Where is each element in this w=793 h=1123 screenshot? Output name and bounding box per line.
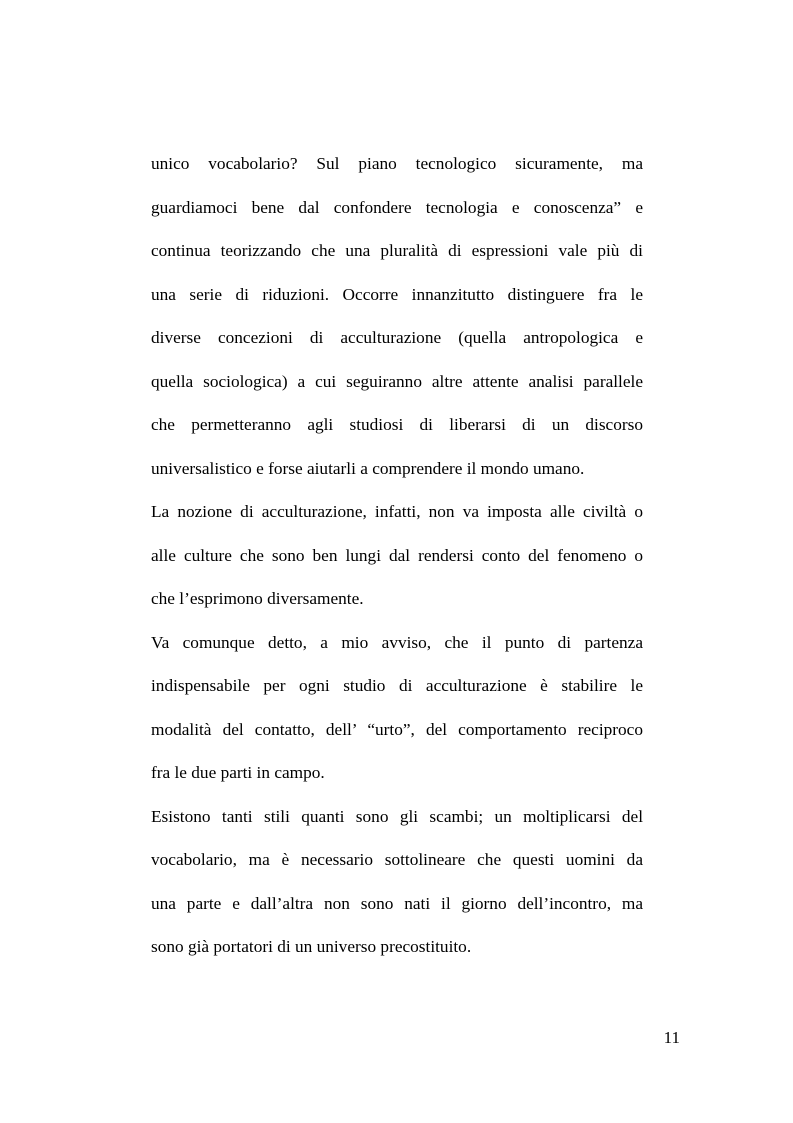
text-line: alle culture che sono ben lungi dal rendersi conto del fenomeno o <box>151 545 643 565</box>
text-line: La nozione di acculturazione, infatti, non va imposta alle civiltà o <box>151 502 643 521</box>
text-line: Va comunque detto, a mio avviso, che il punto di partenza <box>151 632 643 652</box>
body-text <box>151 146 643 973</box>
text-line: quella sociologica) a cui seguiranno altre attente analisi parallele <box>151 371 643 391</box>
text-line: guardiamoci bene dal confondere tecnologia e conoscenza” e <box>151 197 643 217</box>
text-line: diverse concezioni di acculturazione (quella antropologica e <box>151 328 643 347</box>
page-number: 11 <box>663 1028 680 1047</box>
text-line: Esistono tanti stili quanti sono gli scambi; un moltiplicarsi del <box>151 806 643 826</box>
text-line: che permetteranno agli studiosi di liberarsi di un discorso <box>151 415 643 434</box>
text-line: vocabolario, ma è necessario sottolineare che questi uomini da <box>151 850 643 869</box>
text-line: una serie di riduzioni. Occorre innanzitutto distinguere fra le <box>151 284 643 304</box>
text-line: che l’esprimono diversamente. <box>151 589 364 608</box>
text-line: unico vocabolario? Sul piano tecnologico sicuramente, ma <box>151 154 643 173</box>
text-line: indispensabile per ogni studio di acculturazione è stabilire le <box>151 676 643 695</box>
text-line: fra le due parti in campo. <box>151 763 325 782</box>
text-line: sono già portatori di un universo precostituito. <box>151 937 472 956</box>
text-line: una parte e dall’altra non sono nati il giorno dell’incontro, ma <box>151 893 643 913</box>
text-line: modalità del contatto, dell’ “urto”, del comportamento reciproco <box>151 719 643 739</box>
text-line: continua teorizzando che una pluralità di espressioni vale più di <box>151 241 643 260</box>
text-line: universalistico e forse aiutarli a comprendere il mondo umano. <box>151 458 585 478</box>
